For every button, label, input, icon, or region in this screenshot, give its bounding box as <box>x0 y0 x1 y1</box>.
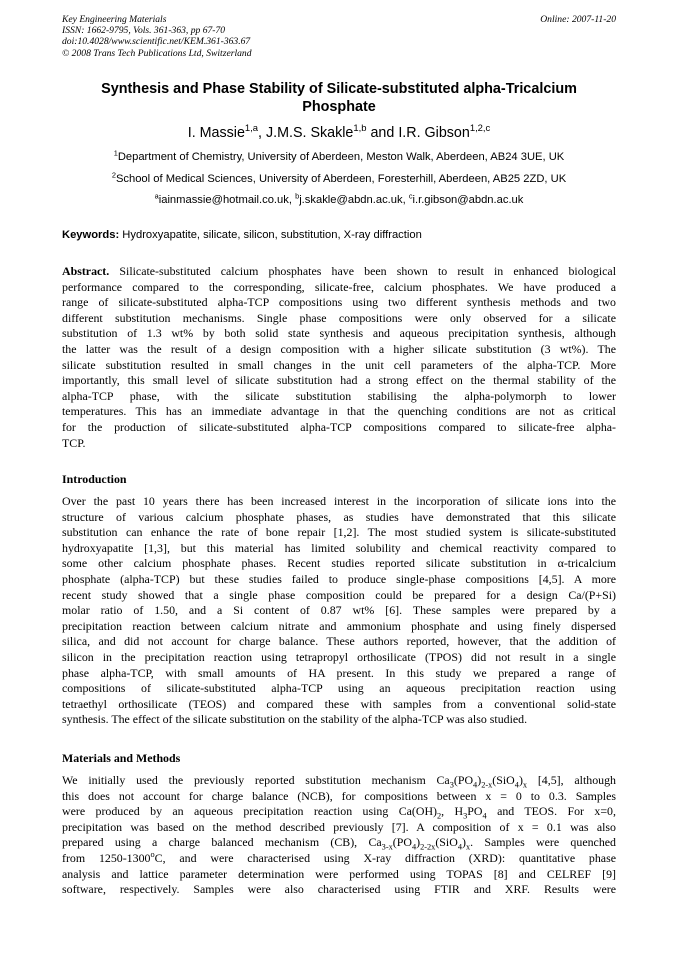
paragraph-line: this does not account for charge balance (NCB), for compositions between x = 0 to 0.3. Samples <box>62 788 616 803</box>
paragraph-line: phase alpha-TCP, with small amounts of HA present. In this study we prepared a range of <box>62 665 616 680</box>
journal-name: Key Engineering Materials <box>62 14 167 25</box>
abstract-line: the latter was the result of a design composition with a higher silicate substitution (3 wt%). The <box>62 341 616 356</box>
header-citation <box>62 14 252 59</box>
introduction-paragraph <box>62 494 616 728</box>
paper-title <box>62 80 616 116</box>
abstract-line: silicate substitution resulted in small changes in the unit cell parameters of the alpha-TCP. More <box>62 357 616 372</box>
author-name: I.R. Gibson <box>398 125 470 141</box>
paragraph-line: substitution can enhance the rate of bone repair [1,2]. The most studied system is silicate-substituted <box>62 525 616 540</box>
methods-paragraph <box>62 773 616 898</box>
paragraph-line: software, respectively. Samples were also characterised using FTIR and XRF. Results were <box>62 882 616 897</box>
author-affiliation-marker: 1,2,c <box>469 122 491 134</box>
paragraph-line: compositions of silicate-substituted alpha-TCP using an aqueous precipitation reaction using <box>62 681 616 696</box>
author-affiliation-marker: 1,a <box>244 122 259 134</box>
abstract-line: range of silicate-substituted alpha-TCP compositions using two different synthesis methods and two <box>62 295 616 310</box>
author-separator: , <box>258 125 266 141</box>
paragraph-line: phosphate (alpha-TCP) but these studies failed to produce single-phase compositions [4,5]. A more <box>62 571 616 586</box>
paragraph-line: structure of various calcium phosphate phases, as studies have demonstrated that this silicate <box>62 509 616 524</box>
paragraph-line: prepared using a charge balanced mechanism (CB), $Ca_{3-x}(PO_4)_{2-2x}(SiO_4)_x$. Samples were quenched <box>62 835 616 852</box>
email-address: i.r.gibson@abdn.ac.uk <box>412 194 524 206</box>
author-separator: and <box>366 125 399 141</box>
paragraph-line: Over the past 10 years there has been increased interest in the incorporation of silicate ions into the <box>62 494 616 508</box>
author-name: I. Massie <box>187 125 245 141</box>
abstract-line: importantly, this small level of silicate substitution had a strong effect on the thermal stability of the <box>62 373 616 388</box>
email-list <box>62 193 616 207</box>
section-heading-methods: Materials and Methods <box>62 751 181 765</box>
paragraph-line: were produced by an aqueous precipitation reaction using $Ca(OH)_2$, $H_3PO_4$ and TEOS. For x=0, <box>62 804 616 821</box>
title-line-2: Phosphate <box>302 99 376 115</box>
affiliation-text: School of Medical Sciences, University of Aberdeen, Foresterhill, Aberdeen, AB25 2ZD, UK <box>115 173 567 185</box>
abstract-line: performance compared to the corresponding, silicate-free, calcium phosphates. We have produced a <box>62 279 616 294</box>
journal-issn: ISSN: 1662-9795, Vols. 361-363, pp 67-70 <box>62 25 226 37</box>
section-heading-introduction: Introduction <box>62 472 127 486</box>
paragraph-line: synthesis. The effect of the silicate substitution on the stability of the alpha-TCP was also studied. <box>62 712 528 727</box>
paragraph-line: some other calcium phosphate phases. Recent studies reported silicate substitution in α-tricalcium <box>62 556 616 571</box>
author-list <box>62 124 616 142</box>
paragraph-line: silicon in the precipitation reaction using tetrapropyl orthosilicate (TPOS) did not result in a single <box>62 649 616 664</box>
paragraph-line: molar ratio of 1.50, and a Si content of 0.87 wt% [6]. These samples were prepared by a <box>62 603 616 618</box>
author-affiliation-marker: 1,b <box>353 122 367 134</box>
abstract-line: TCP. <box>62 435 86 450</box>
abstract-line: for the production of silicate-substituted alpha-TCP compositions compared to silicate-free alpha- <box>62 419 616 434</box>
abstract <box>62 264 616 451</box>
paragraph-line: precipitation reaction between calcium nitrate and ammonium phosphate and using finely dispersed <box>62 618 616 633</box>
keywords-label: Keywords: <box>62 229 120 241</box>
paragraph-line: analysis and lattice parameter determination were performed using TOPAS [8] and CELREF [9] <box>62 866 616 881</box>
abstract-line: alpha-TCP phase, with the silicate substitution stabilising the alpha-polymorph to lower <box>62 388 616 403</box>
keywords-text: Hydroxyapatite, silicate, silicon, substitution, X-ray diffraction <box>119 229 422 241</box>
title-line-1: Synthesis and Phase Stability of Silicate-substituted alpha-Tricalcium <box>101 81 577 97</box>
email-address: j.skakle@abdn.ac.uk, <box>299 194 409 206</box>
abstract-line: different substitution mechanisms. Single phase compositions were only observed for a silicate <box>62 310 616 325</box>
abstract-label: Abstract. <box>62 264 110 278</box>
paragraph-line: tetraethyl orthosilicate (TEOS) and compared these with samples from a conventional solid-state <box>62 696 616 711</box>
affiliation-text: Department of Chemistry, University of Aberdeen, Meston Walk, Aberdeen, AB24 3UE, UK <box>117 151 565 163</box>
affiliation-2 <box>62 172 616 186</box>
journal-copyright: © 2008 Trans Tech Publications Ltd, Switzerland <box>62 47 252 59</box>
affiliation-marker: 1 <box>113 148 118 158</box>
email-marker: b <box>295 191 300 201</box>
abstract-line: substitution of 1.3 wt% by both solid state synthesis and aqueous precipitation synthesis, although <box>62 326 616 341</box>
email-address: iainmassie@hotmail.co.uk, <box>158 194 296 206</box>
author-name: J.M.S. Skakle <box>265 125 354 141</box>
paragraph-line: hydroxyapatite [1,3], but this material has limited solubility and chemical reactivity compared to <box>62 540 616 555</box>
paragraph-line: We initially used the previously reported substitution mechanism $Ca_3(PO_4)_{2-x}(SiO_4)_x$ [4,5], although <box>62 773 616 790</box>
paragraph-line: precipitation was based on the method described previously [7]. A composition of x = 0.1 was also <box>62 819 616 834</box>
abstract-line: Abstract. Silicate-substituted calcium phosphates have been shown to result in enhanced biological <box>62 264 616 278</box>
online-date: Online: 2007-11-20 <box>540 14 616 25</box>
email-marker: c <box>408 191 413 201</box>
affiliation-1 <box>62 150 616 164</box>
email-marker: a <box>154 191 159 201</box>
keywords <box>62 228 616 242</box>
abstract-line: temperatures. This has an immediate advantage in that the quenching conditions are not as critical <box>62 404 616 419</box>
affiliation-marker: 2 <box>111 170 116 180</box>
journal-doi: doi:10.4028/www.scientific.net/KEM.361-363.67 <box>62 36 251 48</box>
paragraph-line: silica, and did not account for charge balance. These authors reported, however, that the addition of <box>62 634 616 649</box>
paragraph-line: recent study showed that a single phase composition could be prepared for a design Ca/(P+Si) <box>62 587 616 602</box>
paragraph-line: from 1250-1300$^o$C, and were characterised using X-ray diffraction (XRD): quantitative phase <box>62 850 616 865</box>
